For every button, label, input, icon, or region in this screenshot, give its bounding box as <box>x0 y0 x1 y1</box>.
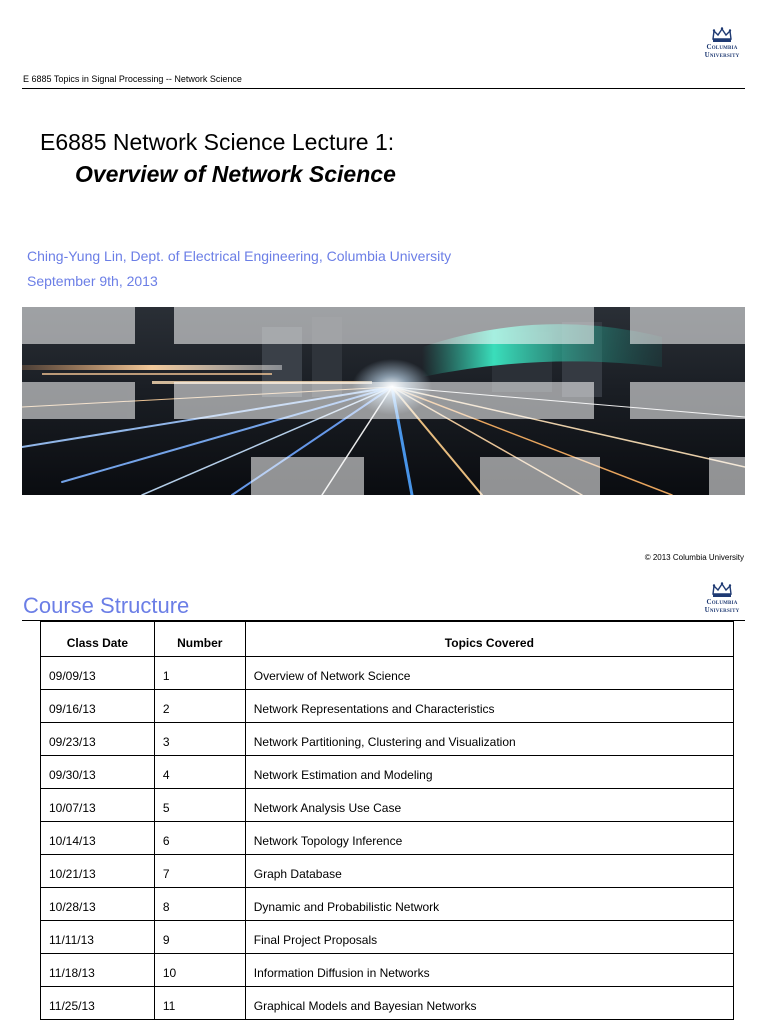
table-row <box>41 921 734 954</box>
crown-icon <box>711 27 733 43</box>
class-number-cell: 7 <box>154 855 245 888</box>
class-date-cell: 11/25/13 <box>41 987 155 1020</box>
topic-cell: Network Topology Inference <box>245 822 733 855</box>
logo-text-line2: University <box>704 51 740 59</box>
city-light-trails-image <box>22 307 745 495</box>
class-date-cell: 11/11/13 <box>41 921 155 954</box>
slide-title: Course Structure <box>23 593 190 618</box>
topic-cell: Overview of Network Science <box>245 657 733 690</box>
author-line: Ching-Yung Lin, Dept. of Electrical Engineering, Columbia University <box>27 248 452 264</box>
class-date-cell: 10/28/13 <box>41 888 155 921</box>
lecture-subtitle: Overview of Network Science <box>75 161 396 187</box>
lecture-date: September 9th, 2013 <box>27 273 158 289</box>
class-date-cell: 11/18/13 <box>41 954 155 987</box>
topic-cell: Network Partitioning, Clustering and Visualization <box>245 723 733 756</box>
header-divider <box>22 88 745 89</box>
class-date-cell: 09/23/13 <box>41 723 155 756</box>
logo-text-line1: Columbia <box>706 598 738 606</box>
columbia-logo <box>697 582 747 622</box>
topic-cell: Network Estimation and Modeling <box>245 756 733 789</box>
table-header-row <box>41 622 734 657</box>
table-row <box>41 756 734 789</box>
class-number-cell: 1 <box>154 657 245 690</box>
topic-cell: Network Analysis Use Case <box>245 789 733 822</box>
course-schedule-table <box>40 621 734 1020</box>
class-number-cell: 4 <box>154 756 245 789</box>
class-date-cell: 09/16/13 <box>41 690 155 723</box>
class-number-cell: 11 <box>154 987 245 1020</box>
topic-cell: Graph Database <box>245 855 733 888</box>
columbia-logo <box>697 27 747 67</box>
class-date-cell: 09/09/13 <box>41 657 155 690</box>
topic-cell: Final Project Proposals <box>245 921 733 954</box>
class-number-cell: 10 <box>154 954 245 987</box>
table-row <box>41 723 734 756</box>
class-number-cell: 9 <box>154 921 245 954</box>
class-date-cell: 09/30/13 <box>41 756 155 789</box>
logo-text-line1: Columbia <box>706 43 738 51</box>
lecture-title: E6885 Network Science Lecture 1: <box>40 129 395 155</box>
class-date-cell: 10/07/13 <box>41 789 155 822</box>
table-row <box>41 690 734 723</box>
class-number-cell: 5 <box>154 789 245 822</box>
column-header-number: Number <box>154 622 245 657</box>
table-row <box>41 657 734 690</box>
class-number-cell: 8 <box>154 888 245 921</box>
class-number-cell: 3 <box>154 723 245 756</box>
topic-cell: Dynamic and Probabilistic Network <box>245 888 733 921</box>
topic-cell: Information Diffusion in Networks <box>245 954 733 987</box>
column-header-topics: Topics Covered <box>245 622 733 657</box>
banner-graphic <box>22 307 745 495</box>
table-row <box>41 789 734 822</box>
topic-cell: Graphical Models and Bayesian Networks <box>245 987 733 1020</box>
column-header-class-date: Class Date <box>41 622 155 657</box>
table-row <box>41 822 734 855</box>
table-row <box>41 954 734 987</box>
class-number-cell: 6 <box>154 822 245 855</box>
table-row <box>41 888 734 921</box>
class-number-cell: 2 <box>154 690 245 723</box>
copyright-text: © 2013 Columbia University <box>644 553 744 562</box>
crown-icon <box>711 582 733 598</box>
table-row <box>41 987 734 1020</box>
class-date-cell: 10/14/13 <box>41 822 155 855</box>
logo-text-line2: University <box>704 606 740 614</box>
course-header-text: E 6885 Topics in Signal Processing -- Network Science <box>23 74 242 84</box>
class-date-cell: 10/21/13 <box>41 855 155 888</box>
table-row <box>41 855 734 888</box>
topic-cell: Network Representations and Characteristics <box>245 690 733 723</box>
